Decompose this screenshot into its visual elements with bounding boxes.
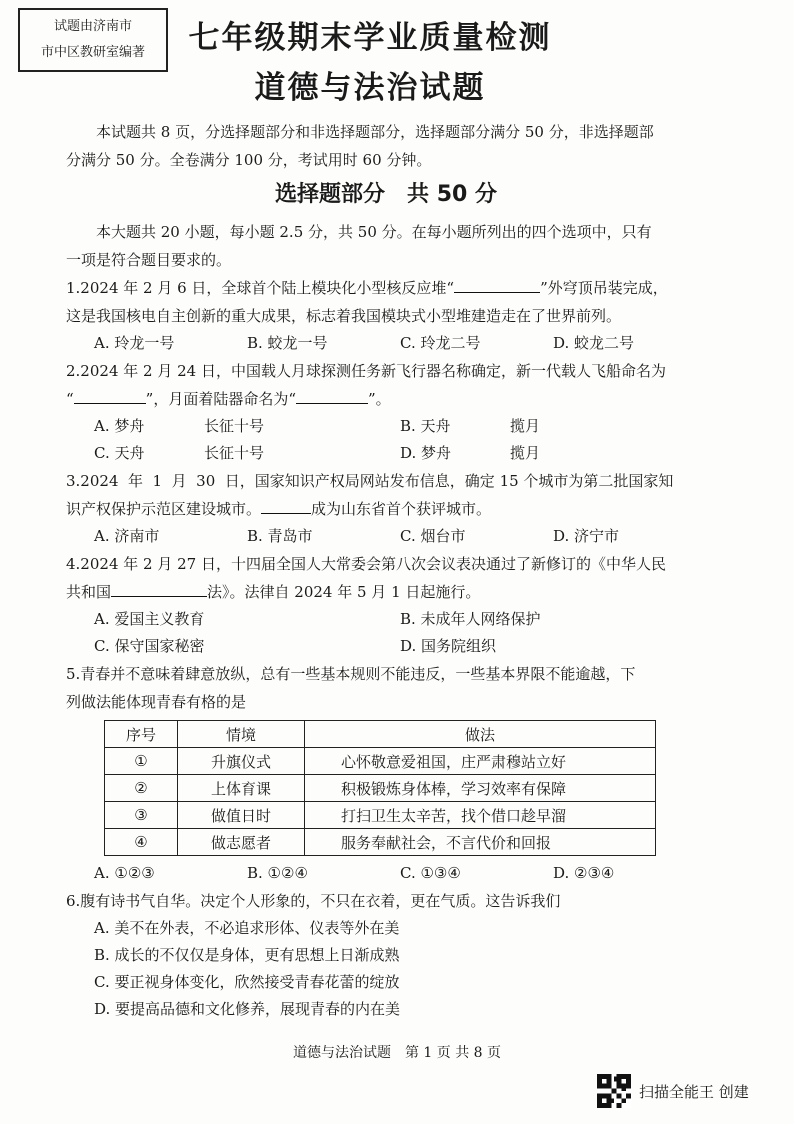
option-text: 揽月 [510,444,541,462]
stem-part: ”。 [368,390,391,408]
table-row [105,829,656,856]
answer-blank [111,582,207,597]
option-d: D. 要提高品德和文化修养，展现青春的内在美 [94,1000,401,1018]
option-d: D. 蛟龙二号 [553,334,635,352]
options [66,330,706,357]
exam-content [66,118,706,1023]
question-2 [66,357,706,467]
option-d: D. 国务院组织 [400,637,497,655]
option-c: C. 要正视身体变化，欣然接受青春花蕾的绽放 [94,973,400,991]
table-cell: 打扫卫生太辛苦，找个借口趁早溜 [305,802,656,829]
table-header-row [105,721,656,748]
table-cell: 上体育课 [178,775,305,802]
stem-part: ”外穹顶吊装完成， [540,279,668,297]
question-stem-line-2: 这是我国核电自主创新的重大成果，标志着我国模块式小型堆建造走在了世界前列。 [66,307,622,325]
option-text: 长征十号 [204,444,265,462]
question-4 [66,550,706,660]
option-c: C. 玲龙二号 [400,334,481,352]
option-a: A. 爱国主义教育 [94,610,205,628]
section-title: 选择题部分 共 50 分 [275,182,497,207]
option-a: A. 玲龙一号 [94,334,175,352]
option-b: B. 青岛市 [247,527,313,545]
option-d: D. 济宁市 [553,527,620,545]
exam-title: 七年级期末学业质量检测 [188,20,552,56]
question-6 [66,887,706,1023]
option-text: 揽月 [510,417,541,435]
option-text: 长征十号 [204,417,265,435]
stem-part: 共和国 [66,583,112,601]
answer-blank [296,389,368,404]
table-row [105,802,656,829]
table-header: 做法 [305,721,656,748]
table-cell: 服务奉献社会，不言代价和回报 [305,829,656,856]
scenario-table [104,720,656,856]
stem-part: 1.2024 年 2 月 6 日，全球首个陆上模块化小型核反应堆“ [66,279,455,297]
stem-part: 法》。法律自 2024 年 5 月 1 日起施行。 [207,583,481,601]
table-cell: 升旗仪式 [178,748,305,775]
stem-part: ”，月面着陆器命名为“ [145,390,297,408]
question-stem: 2.2024 年 2 月 24 日，中国载人月球探测任务新飞行器名称确定，新一代载人飞船命名为 [66,362,666,380]
options-row-2 [66,633,706,660]
option-c [94,440,400,467]
stem-part: 成为山东省首个获评城市。 [311,500,492,518]
option-a: A. ①②③ [94,864,155,882]
stem-part: “ [66,390,74,408]
intro-line-1: 本试题共 8 页，分选择题部分和非选择题部分，选择题部分满分 50 分，非选择题部 [96,123,654,141]
option-d: D. ②③④ [553,864,615,882]
table-row [105,775,656,802]
question-1 [66,274,706,357]
question-stem: 3.2024 年 1 月 30 日，国家知识产权局网站发布信息，确定 15 个城市为第二批国家知 [66,472,674,490]
table-cell: ④ [105,829,178,856]
question-stem: 5.青春并不意味着肆意放纵，总有一些基本规则不能违反，一些基本界限不能逾越，下 [66,665,636,683]
options [66,523,706,550]
table-cell: 积极锻炼身体棒，学习效率有保障 [305,775,656,802]
option-c: C. ①③④ [400,864,461,882]
options-row-1 [66,413,706,440]
question-5 [66,660,706,887]
option-letter: A. 梦舟 [94,417,145,435]
instructions-line-2: 一项是符合题目要求的。 [66,251,232,269]
table-row [105,748,656,775]
instructions-line-1: 本大题共 20 小题，每小题 2.5 分，共 50 分。在每小题所列出的四个选项中，只有 [96,223,652,241]
table-cell: 做值日时 [178,802,305,829]
question-stem-line-2: 列做法能体现青春有格的是 [66,693,247,711]
option-a: A. 美不在外表，不必追求形体、仪表等外在美 [94,919,400,937]
answer-blank [261,499,311,514]
option-letter: B. 天舟 [400,417,451,435]
option-letter: D. 梦舟 [400,444,452,462]
qr-code-icon [597,1074,631,1108]
options-row-1 [66,606,706,633]
table-cell: 心怀敬意爱祖国，庄严肃穆站立好 [305,748,656,775]
options [66,860,706,887]
exam-subtitle: 道德与法治试题 [254,70,486,106]
option-b: B. 成长的不仅仅是身体，更有思想上日渐成熟 [94,946,400,964]
question-stem-line-2 [66,385,706,413]
stamp-line-1: 试题由济南市 [53,19,132,34]
option-letter: C. 天舟 [94,444,145,462]
answer-blank [74,389,146,404]
question-stem-line-2 [66,495,706,523]
stamp-line-2: 市中区教研室编著 [40,45,145,60]
options-row-2 [66,440,706,467]
option-a [94,413,400,440]
scanner-label: 扫描全能王 创建 [639,1082,749,1101]
table-cell: ② [105,775,178,802]
table-header: 序号 [105,721,178,748]
question-stem [66,274,706,302]
question-stem: 6.腹有诗书气自华。决定个人形象的，不只在衣着，更在气质。这告诉我们 [66,892,561,910]
page-footer: 道德与法治试题 第 1 页 共 8 页 [292,1045,502,1061]
option-d [400,440,706,467]
question-stem-line-2 [66,578,706,606]
question-3 [66,467,706,550]
option-c: C. 烟台市 [400,527,466,545]
table-cell: ① [105,748,178,775]
option-a: A. 济南市 [94,527,160,545]
table-cell: ③ [105,802,178,829]
option-b: B. ①②④ [247,864,308,882]
intro-line-2: 分满分 50 分。全卷满分 100 分，考试用时 60 分钟。 [66,151,432,169]
option-b [400,413,706,440]
option-b: B. 蛟龙一号 [247,334,328,352]
question-stem: 4.2024 年 2 月 27 日，十四届全国人大常委会第八次会议表决通过了新修订的《中华人民 [66,555,666,573]
option-b: B. 未成年人网络保护 [400,610,541,628]
table-header: 情境 [178,721,305,748]
option-c: C. 保守国家秘密 [94,637,205,655]
table-cell: 做志愿者 [178,829,305,856]
scanner-watermark [597,1074,749,1108]
stem-part: 识产权保护示范区建设城市。 [66,500,262,518]
answer-blank [454,278,540,293]
